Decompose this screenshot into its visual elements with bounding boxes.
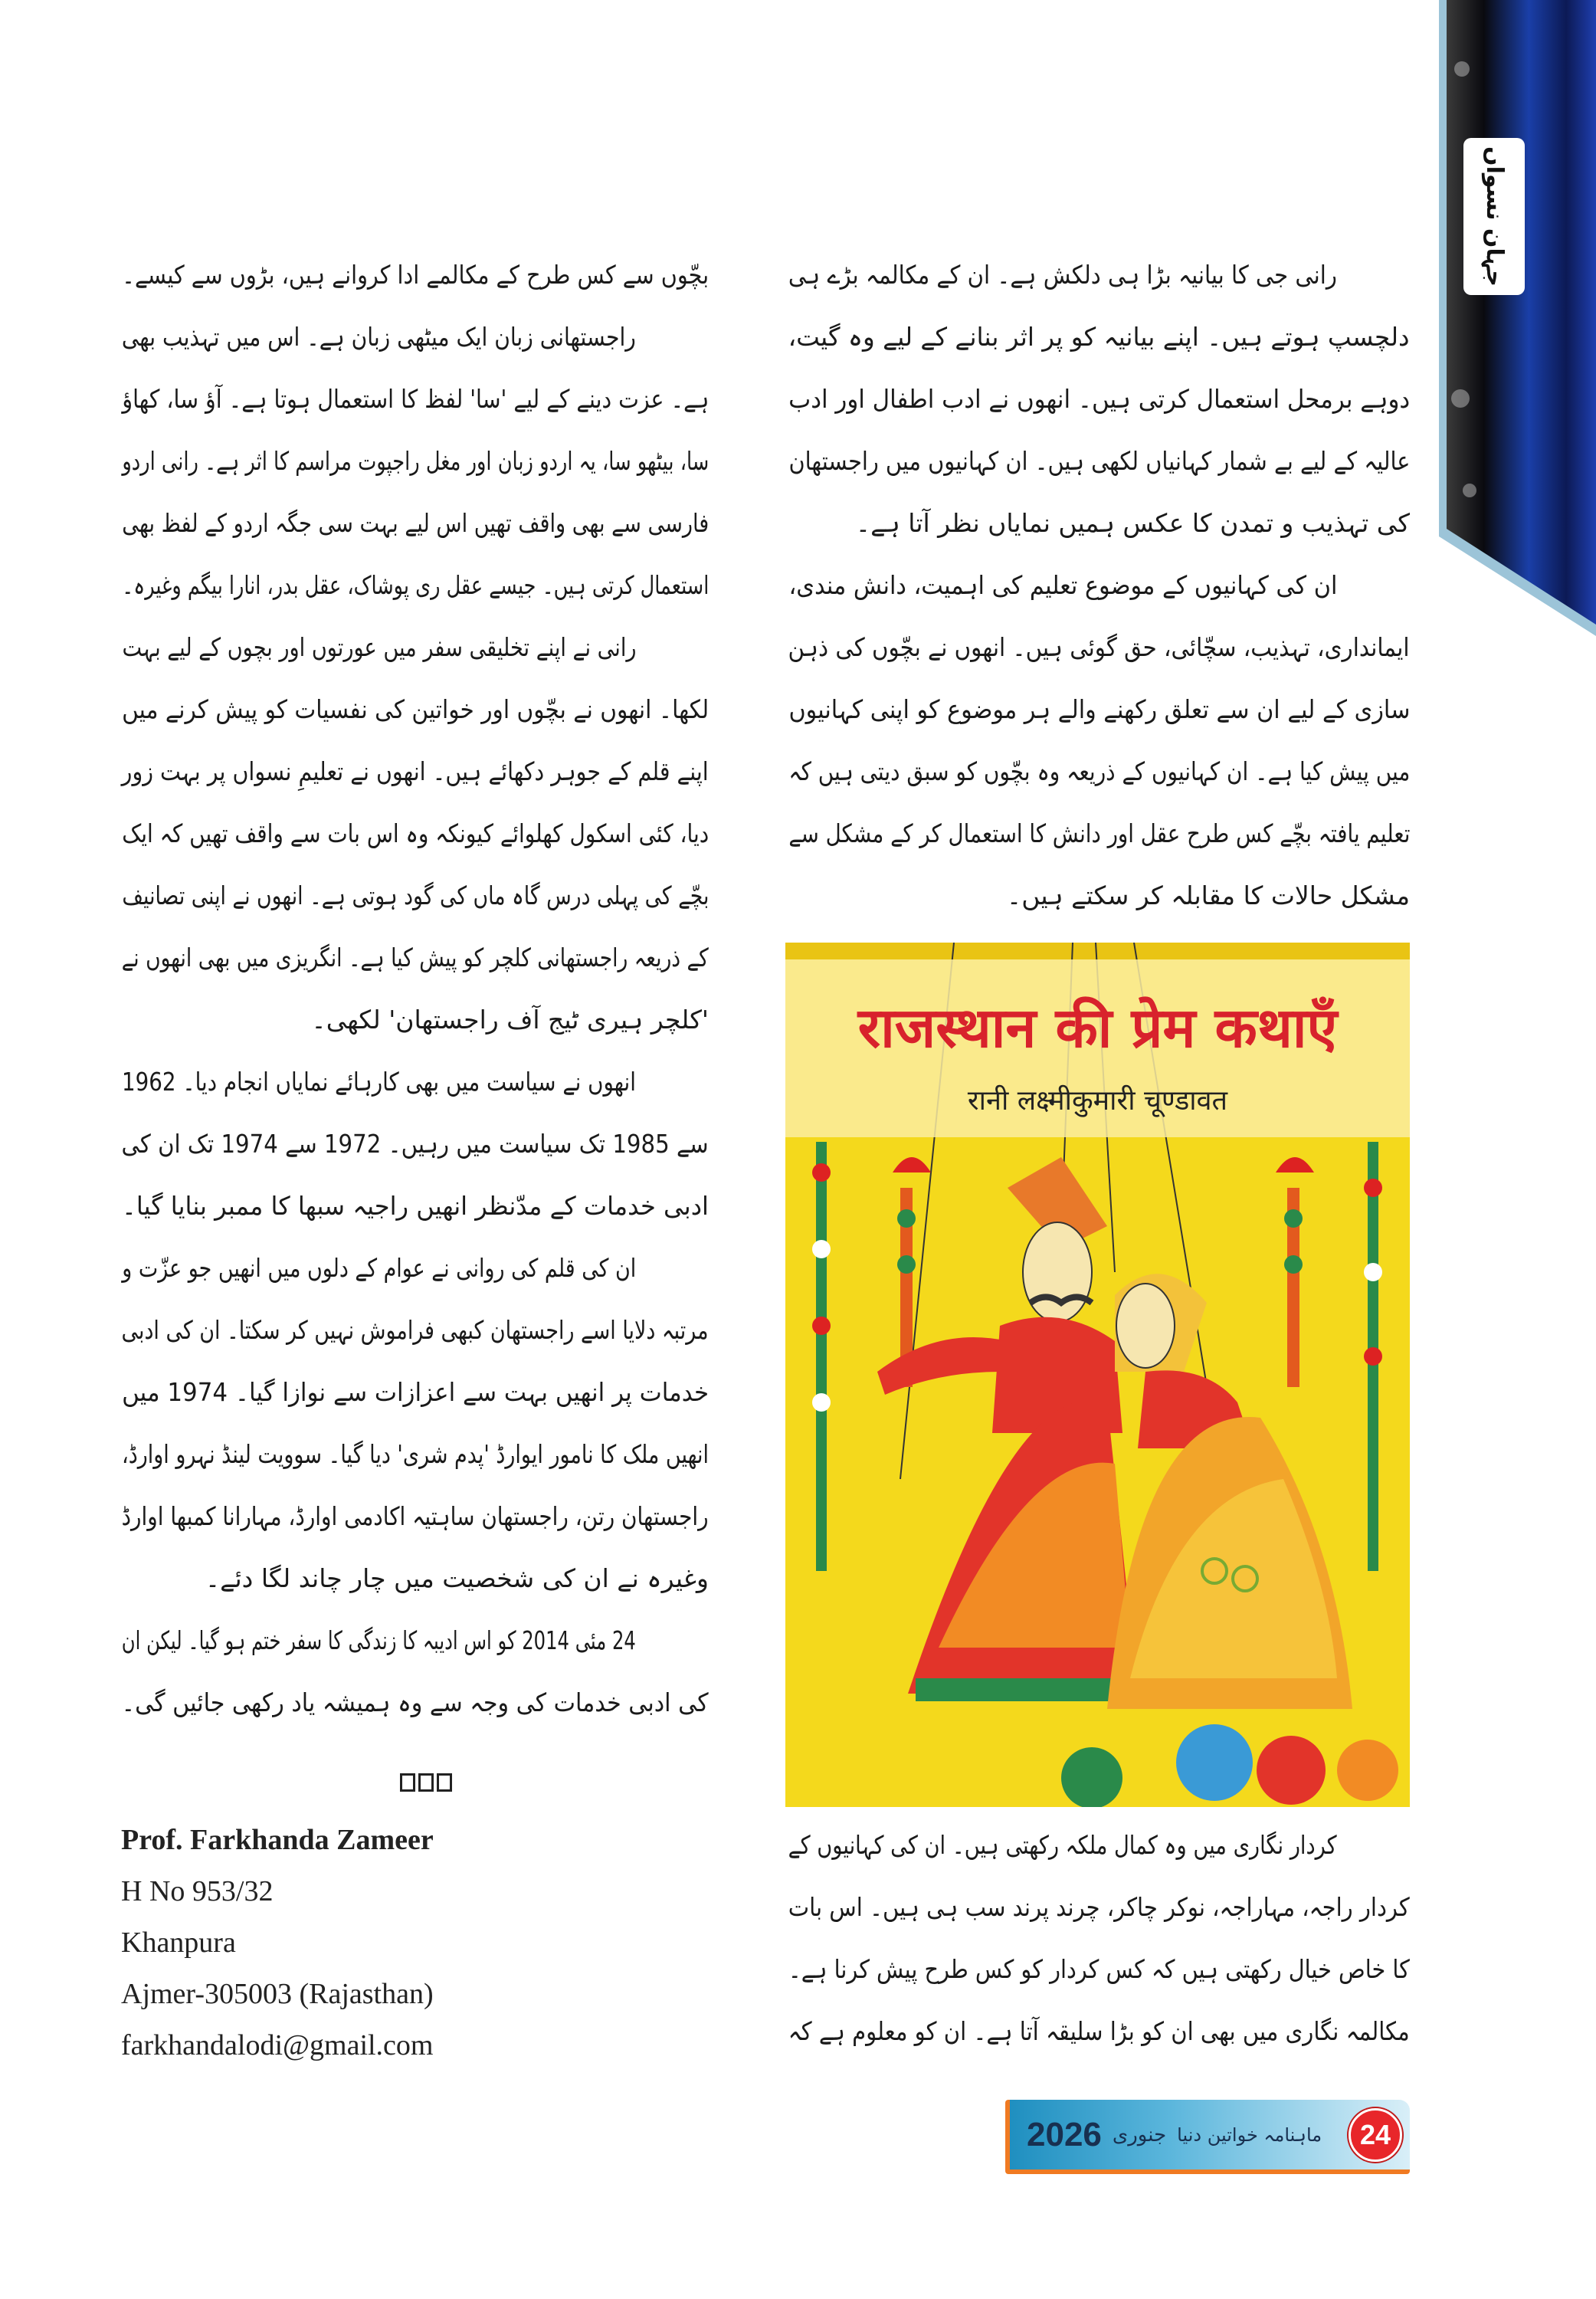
text-line [119,989,709,1051]
text-line-content: لکھا۔ انھوں نے بچّوں اور خواتین کی نفسیات کو پیش کرنے میں [122,694,709,724]
text-line-content: فارسی سے بھی واقف تھیں اس لیے بہت سی جگہ اردو کے لفظ بھی [121,508,709,538]
text-line-content: انھیں ملک کا نامور ایوارڈ 'پدم شری' دیا گیا۔ سوویت لینڈ نہرو اوارڈ، [121,1439,709,1469]
text-line [119,1423,709,1485]
text-line [785,802,1410,864]
author-name: Prof. Farkhanda Zameer [121,1824,434,1856]
text-line-content: کی ادبی خدمات کی وجہ سے وہ ہمیشہ یاد رکھی جائیں گی۔ [121,1687,709,1717]
author-address-block [121,1815,434,2071]
text-line [785,1814,1410,1876]
text-line-content: رانی جی کا بیانیہ بڑا ہی دلکش ہے۔ ان کے مکالمہ بڑے ہی [788,260,1337,290]
text-line-content: خدمات پر انھیں بہت سے اعزازات سے نوازا گیا۔ 1974 میں [121,1377,709,1407]
text-line [119,554,709,616]
text-line-content: انھوں نے سیاست میں بھی کارہائے نمایاں انجام دیا۔ 1962 [122,1067,636,1097]
text-line-content: 'کلچر ہیری ٹیج آف راجستھان' لکھی۔ [311,1005,709,1035]
text-line [785,492,1410,554]
author-email: farkhandalodi@gmail.com [121,2029,434,2061]
book-title: राजस्थान की प्रेम कथाएँ [857,995,1338,1060]
text-line-content: راجستھانی زبان ایک میٹھی زبان ہے۔ اس میں تہذیب بھی [122,322,636,352]
section-label [1463,138,1525,295]
text-line-content: مرتبہ دلایا اسے راجستھان کبھی فراموش نہیں کر سکتا۔ ان کی ادبی [122,1315,709,1345]
issue-year: 2026 [1027,2115,1102,2153]
text-line-content: ان کی کہانیوں کے موضوع تعلیم کی اہمیت، دانش مندی، [788,570,1337,600]
text-line-content: مشکل حالات کا مقابلہ کر سکتے ہیں۔ [1006,881,1410,910]
address-line: H No 953/32 [121,1875,274,1907]
text-line [119,1175,709,1237]
text-line [785,678,1410,740]
text-line-content: ان کی قلم کی روانی نے عوام کے دلوں میں انھیں جو عزّت و [122,1253,636,1283]
text-line [119,430,709,492]
text-line [785,306,1410,368]
puppet-man [877,1157,1145,1701]
text-line [119,616,709,678]
text-line [119,492,709,554]
right-text-column-top [785,244,1410,926]
text-line [785,430,1410,492]
text-line [119,1609,709,1671]
text-line [785,554,1410,616]
text-line [119,864,709,926]
text-line-content: کردار نگاری میں وہ کمال ملکہ رکھتی ہیں۔ ان کی کہانیوں کے [788,1830,1337,1860]
text-line [119,306,709,368]
text-line-content: مکالمہ نگاری میں بھی ان کو بڑا سلیقہ آتا ہے۔ ان کو معلوم ہے کہ [788,2016,1410,2046]
text-line [785,244,1410,306]
text-line [785,1876,1410,1938]
section-side-tab [1439,0,1596,636]
text-line [119,1237,709,1299]
text-line-content: تعلیم یافتہ بچّے کس طرح عقل اور دانش کا استعمال کر کے مشکل سے [788,818,1410,848]
text-line-content: کا خاص خیال رکھتی ہیں کہ کس کردار کو کس طرح پیش کرنا ہے۔ [788,1954,1410,1984]
text-line-content: ایمانداری، تہذیب، سچّائی، حق گوئی ہیں۔ انھوں نے بچّوں کی ذہن [788,632,1410,662]
text-line-content: دلچسپ ہوتے ہیں۔ اپنے بیانیہ کو پر اثر بنانے کے لیے وہ گیت، [788,322,1410,352]
text-line-content: راجستھان رتن، راجستھان ساہتیہ اکادمی اوارڈ، مہارانا کمبھا اوارڈ [122,1501,709,1531]
text-line-content: ہے۔ عزت دینے کے لیے 'سا' لفظ کا استعمال ہوتا ہے۔ آؤ سا، کھاؤ [121,384,709,414]
text-line [785,616,1410,678]
text-line-content: کے ذریعہ راجستھانی کلچر کو پیش کیا ہے۔ انگریزی میں بھی انھوں نے [122,943,709,972]
text-line [119,1485,709,1547]
text-line [119,678,709,740]
page-footer-badge [1005,2100,1410,2174]
text-line [119,1361,709,1423]
text-line-content: دیا، کئی اسکول کھلوائے کیونکہ وہ اس بات سے واقف تھیں کہ ایک [122,818,709,848]
book-cover-image [785,943,1410,1807]
cover-bottom-pattern [1061,1724,1398,1807]
text-line-content: کردار راجہ، مہاراجہ، نوکر چاکر، چرند پرند سب ہی ہیں۔ اس بات [788,1892,1410,1922]
address-line: Ajmer-305003 (Rajasthan) [121,1978,434,2010]
text-line [785,1938,1410,2000]
text-line-content: ادبی خدمات کے مدّنظر انھیں راجیہ سبھا کا ممبر بنایا گیا۔ [122,1191,709,1221]
section-label-text: جہان نسواں [1480,146,1508,287]
text-line [119,1547,709,1609]
text-line [119,1299,709,1361]
magazine-name: ماہنامہ خواتین دنیا [1177,2124,1322,2146]
page-number: 24 [1349,2108,1402,2162]
issue-month: جنوری [1112,2123,1167,2146]
book-author: रानी लक्ष्मीकुमारी चूण्डावत [967,1085,1228,1117]
text-line-content: بچّے کی پہلی درس گاہ ماں کی گود ہوتی ہے۔ انھوں نے اپنی تصانیف [121,881,709,910]
right-text-column-bottom [785,1814,1410,2062]
text-line-content: رانی نے اپنے تخلیقی سفر میں عورتوں اور بچوں کے لیے بہت [122,632,636,662]
address-line: Khanpura [121,1927,236,1959]
text-line [119,1051,709,1113]
text-line [785,2000,1410,2062]
text-line-content: سازی کے لیے ان سے تعلق رکھنے والے ہر موضوع کو اپنی کہانیوں [788,694,1410,724]
text-line-content: بچّوں سے کس طرح کے مکالمے ادا کروانے ہیں، بڑوں سے کیسے۔ [122,260,709,290]
text-line [119,802,709,864]
text-line [785,864,1410,926]
text-line-content: کی تہذیب و تمدن کا عکس ہمیں نمایاں نظر آتا ہے۔ [855,508,1410,538]
text-line-content: 24 مئی 2014 کو اس ادیبہ کا زندگی کا سفر ختم ہو گیا۔ لیکن ان [121,1625,636,1655]
left-text-column [119,244,709,1733]
text-line-content: میں پیش کیا ہے۔ ان کہانیوں کے ذریعہ وہ بچّوں کو سبق دیتی ہیں کہ [788,756,1410,786]
text-line [119,1671,709,1733]
text-line-content: سا، بیٹھو سا، یہ اردو زبان اور مغل راجپوت مراسم کا اثر ہے۔ رانی اردو [121,446,709,476]
text-line-content: وغیرہ نے ان کی شخصیت میں چار چاند لگا دئے۔ [205,1563,709,1593]
text-line [119,926,709,989]
text-line-content: دوہے برمحل استعمال کرتی ہیں۔ انھوں نے ادب اطفال اور ادب [788,384,1410,414]
text-line [785,740,1410,802]
text-line-content: عالیہ کے لیے بے شمار کہانیاں لکھی ہیں۔ ان کہانیوں میں راجستھان [788,446,1410,476]
text-line-content: استعمال کرتی ہیں۔ جیسے عقل ری پوشاک، عقل بدر، انارا بیگم وغیرہ۔ [121,570,709,600]
text-line [119,740,709,802]
text-line-content: اپنے قلم کے جوہر دکھائے ہیں۔ انھوں نے تعلیمِ نسواں پر بہت زور [121,756,709,786]
puppet-woman [1107,1274,1352,1709]
section-end-marker [400,1773,452,1792]
text-line [119,368,709,430]
text-line [119,244,709,306]
text-line-content: سے 1985 تک سیاست میں رہیں۔ 1972 سے 1974 تک ان کی [121,1129,709,1159]
text-line [119,1113,709,1175]
text-line [785,368,1410,430]
